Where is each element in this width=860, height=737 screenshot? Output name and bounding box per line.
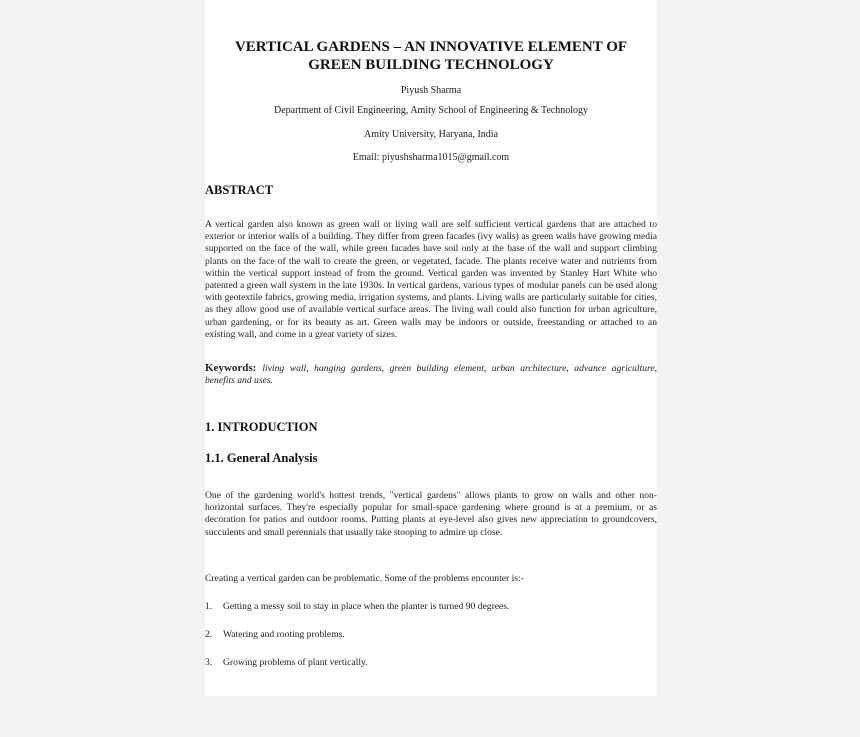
title-line-1: VERTICAL GARDENS – AN INNOVATIVE ELEMENT OF (234, 39, 628, 55)
introduction-heading: 1. INTRODUCTION (205, 420, 318, 434)
list-item-number: 2. (205, 629, 213, 640)
general-analysis-subheading: 1.1. General Analysis (205, 451, 318, 465)
author-department: Department of Civil Engineering, Amity School of Engineering & Technology (273, 105, 589, 116)
list-item-text: Watering and rooting problems. (223, 629, 345, 640)
abstract-text: A vertical garden also known as green wall or living wall are self sufficient vertical gardens that are attached to exterior or interior walls of a building. They differ from green facades (ivy walls) as green walls have growing media supported on the face of the wall, while green facades have soil only at the base of the wall and support climbing plants on the face of the wall to create the green, or vegetated, facade. The plants receive water and nutrients from within the vertical support instead of from the ground. Vertical garden was invented by Stanley Hart White who patented a green wall system in the late 1930s. In vertical gardens, various types of modular panels can be used along with geotextile fabrics, growing media, irrigation systems, and plants. Living walls are particularly suitable for cities, as they allow good use of available vertical surface areas. The living wall could also function for urban agriculture, urban gardening, or for its beauty as art. Green walls may be indoors or outside, freestanding or attached to an existing wall, and come in a great variety of sizes. (205, 219, 657, 340)
paper-title (205, 38, 657, 74)
author-university: Amity University, Haryana, India (363, 129, 499, 140)
abstract-heading: ABSTRACT (205, 183, 274, 197)
list-item-text: Growing problems of plant vertically. (223, 657, 368, 668)
author-name: Piyush Sharma (400, 85, 462, 96)
list-item (205, 629, 345, 641)
problems-intro: Creating a vertical garden can be problematic. Some of the problems encounter is:- (205, 573, 524, 584)
list-item-number: 3. (205, 657, 213, 668)
keywords-text: living wall, hanging gardens, green building element, urban architecture, advance agriculture, benefits and uses. (205, 363, 657, 387)
introduction-paragraph: One of the gardening world's hottest trends, "vertical gardens" allows plants to grow on walls and other non-horizontal surfaces. They're especially popular for small-space gardening where ground is at a premium, or as decoration for patios and outdoor rooms. Putting plants at eye-level also gives new appreciation to groundcovers, succulents and small perennials that usually take stooping to admire up close. (205, 490, 657, 538)
list-item (205, 657, 368, 669)
list-item-number: 1. (205, 601, 213, 612)
keywords-label: Keywords: (205, 362, 257, 374)
title-line-2: GREEN BUILDING TECHNOLOGY (308, 57, 554, 73)
keywords (205, 362, 657, 387)
author-email: Email: piyushsharma1015@gmail.com (352, 152, 510, 163)
list-item-text: Getting a messy soil to stay in place when the planter is turned 90 degrees. (223, 601, 510, 612)
list-item (205, 601, 509, 613)
